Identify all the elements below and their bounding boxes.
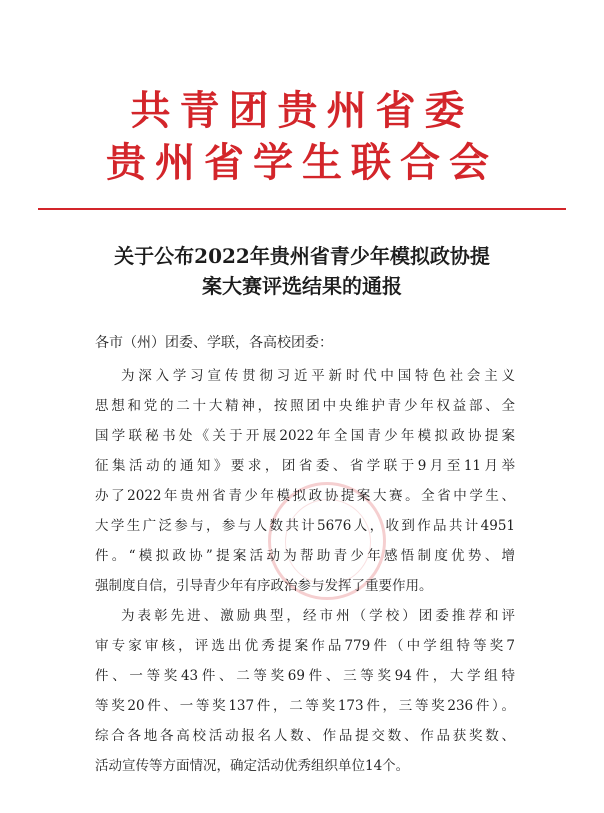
header-red-rule <box>38 208 566 210</box>
paragraph-2-line: 为表彰先进、激励典型，经市州（学校）团委推荐和评 <box>121 608 515 624</box>
salutation: 各市（州）团委、学联，各高校团委： <box>95 335 333 351</box>
paragraph-2-line: 件、一等奖43件、二等奖69件、三等奖94件，大学组特 <box>95 668 515 684</box>
paragraph-1-line: 强制度自信，引导青少年有序政治参与发挥了重要作用。 <box>95 578 433 594</box>
issuer-name-line-2: 贵州省学生联合会 <box>106 139 498 186</box>
paragraph-1-line: 国学联秘书处《关于开展2022年全国青少年模拟政协提案 <box>95 428 515 444</box>
paragraph-2-line: 活动宣传等方面情况，确定活动优秀组织单位14个。 <box>95 758 410 774</box>
paragraph-2-line: 等奖20件、一等奖137件，二等奖173件，三等奖236件）。 <box>95 698 515 714</box>
paragraph-1-line: 件。“模拟政协”提案活动为帮助青少年感悟制度优势、增 <box>95 548 515 564</box>
paragraph-2-line: 综合各地各高校活动报名人数、作品提交数、作品获奖数、 <box>95 728 515 744</box>
document-title-line-1: 关于公布2022年贵州省青少年模拟政协提 <box>114 244 490 268</box>
paragraph-1-line: 思想和党的二十大精神，按照团中央维护青少年权益部、全 <box>95 398 515 414</box>
paragraph-1-line: 办了2022年贵州省青少年模拟政协提案大赛。全省中学生、 <box>95 488 515 504</box>
paragraph-1-line: 为深入学习宣传贯彻习近平新时代中国特色社会主义 <box>121 368 515 384</box>
issuer-name-line-1: 共青团贵州省委 <box>130 87 474 134</box>
paragraph-1-line: 大学生广泛参与，参与人数共计5676人，收到作品共计4951 <box>95 518 515 534</box>
document-title-line-2: 案大赛评选结果的通报 <box>202 274 402 298</box>
paragraph-1-line: 征集活动的通知》要求，团省委、省学联于9月至11月举 <box>95 458 515 474</box>
paragraph-2-line: 审专家审核，评选出优秀提案作品779件（中学组特等奖7 <box>95 638 515 654</box>
